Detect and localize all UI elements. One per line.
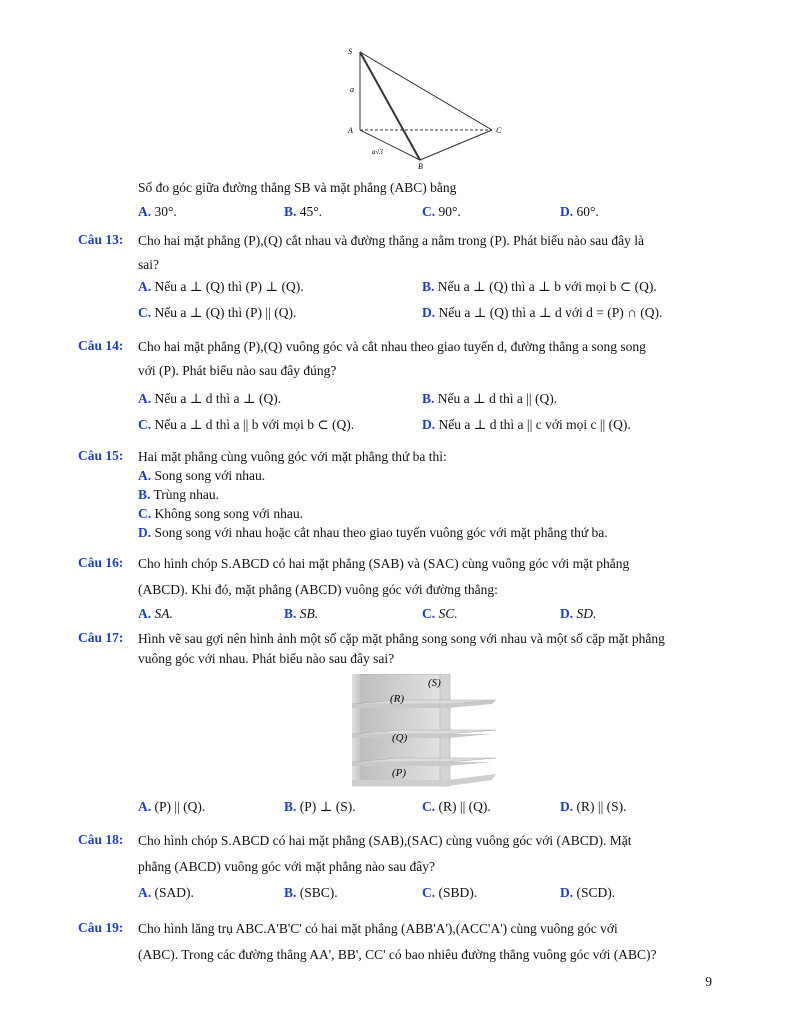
q18-stem-2: phẳng (ABCD) vuông góc với mặt phẳng nào sau đây? bbox=[138, 859, 435, 874]
q16-option-c[interactable]: SC. bbox=[438, 606, 458, 621]
shelf-label-s: (S) bbox=[428, 677, 441, 689]
q17-stem-2: vuông góc với nhau. Phát biểu nào sau đây sai? bbox=[138, 651, 395, 666]
q12-option-c[interactable]: 90°. bbox=[438, 204, 461, 219]
q12-option-b[interactable]: 45°. bbox=[299, 204, 323, 219]
q16-option-b[interactable]: SB. bbox=[299, 606, 319, 621]
shelf-label-r: (R) bbox=[390, 693, 405, 705]
q12-option-d[interactable]: 60°. bbox=[576, 204, 599, 219]
q15-option-b[interactable]: Trùng nhau. bbox=[153, 487, 220, 502]
shelf-label-p: (P) bbox=[392, 767, 407, 779]
q14-option-d[interactable]: Nếu a ⊥ d thì a || c với mọi c || (Q). bbox=[438, 417, 631, 432]
q14-stem-2: với (P). Phát biểu nào sau đây đúng? bbox=[138, 363, 337, 378]
pyr-S: S bbox=[348, 47, 352, 56]
q18-option-a[interactable]: (SAD). bbox=[154, 885, 194, 900]
q12-stem: Số đo góc giữa đường thẳng SB và mặt phẳng (ABC) bằng bbox=[138, 180, 457, 195]
q16-number: Câu 16: bbox=[78, 555, 124, 570]
q19-stem-2: (ABC). Trong các đường thẳng AA', BB', CC' có bao nhiêu đường thẳng vuông góc với (ABC)? bbox=[138, 947, 657, 962]
pyr-asqrt: a√3 bbox=[372, 148, 383, 156]
q14-option-b[interactable]: Nếu a ⊥ d thì a || (Q). bbox=[437, 391, 558, 406]
q17-number: Câu 17: bbox=[78, 630, 124, 645]
q13-option-c[interactable]: Nếu a ⊥ (Q) thì (P) || (Q). bbox=[154, 305, 297, 320]
pyr-a: a bbox=[350, 85, 354, 94]
pyramid-figure bbox=[340, 42, 510, 172]
q19-stem-1: Cho hình lăng trụ ABC.A'B'C' có hai mặt phẳng (ABB'A'),(ACC'A') cùng vuông góc với bbox=[138, 921, 618, 936]
pyr-A: A bbox=[348, 126, 353, 135]
pyr-C: C bbox=[496, 126, 502, 135]
q13-stem-2: sai? bbox=[138, 257, 159, 272]
q14-stem-1: Cho hai mặt phẳng (P),(Q) vuông góc và cắt nhau theo giao tuyến d, đường thẳng a song song bbox=[138, 339, 646, 354]
q13-number: Câu 13: bbox=[78, 232, 124, 247]
q17-option-c[interactable]: (R) || (Q). bbox=[438, 799, 491, 814]
q15-option-c[interactable]: Không song song với nhau. bbox=[154, 506, 304, 521]
q13-option-b[interactable]: Nếu a ⊥ (Q) thì a ⊥ b với mọi b ⊂ (Q). bbox=[437, 279, 657, 294]
pyr-B: B bbox=[418, 162, 423, 171]
page-number: 9 bbox=[705, 974, 712, 989]
q18-stem-1: Cho hình chóp S.ABCD có hai mặt phẳng (SAB),(SAC) cùng vuông góc với (ABCD). Mặt bbox=[138, 833, 632, 848]
q15-option-a[interactable]: Song song với nhau. bbox=[154, 468, 266, 483]
q15-number: Câu 15: bbox=[78, 448, 124, 463]
q12-option-a[interactable]: 30°. bbox=[154, 204, 177, 219]
q18-option-d[interactable]: (SCD). bbox=[576, 885, 616, 900]
shelf-figure bbox=[352, 674, 496, 788]
q14-option-c[interactable]: Nếu a ⊥ d thì a || b với mọi b ⊂ (Q). bbox=[154, 417, 355, 432]
q16-option-a[interactable]: SA. bbox=[154, 606, 173, 621]
q19-number: Câu 19: bbox=[78, 920, 124, 935]
q13-option-a[interactable]: Nếu a ⊥ (Q) thì (P) ⊥ (Q). bbox=[154, 279, 304, 294]
q15-option-d[interactable]: Song song với nhau hoặc cắt nhau theo giao tuyến vuông góc với mặt phẳng thứ ba. bbox=[154, 525, 608, 540]
q17-stem-1: Hình vẽ sau gợi nên hình ảnh một số cặp mặt phẳng song song với nhau và một số cặp mặt phẳng bbox=[138, 631, 665, 646]
q17-option-d[interactable]: (R) || (S). bbox=[576, 799, 627, 814]
q18-number: Câu 18: bbox=[78, 832, 124, 847]
q14-option-a[interactable]: Nếu a ⊥ d thì a ⊥ (Q). bbox=[154, 391, 282, 406]
q16-stem-2: (ABCD). Khi đó, mặt phẳng (ABCD) vuông góc với đường thẳng: bbox=[138, 582, 498, 597]
q17-option-b[interactable]: (P) ⊥ (S). bbox=[299, 799, 356, 814]
q16-option-d[interactable]: SD. bbox=[576, 606, 597, 621]
q17-option-a[interactable]: (P) || (Q). bbox=[154, 799, 206, 814]
q15-stem: Hai mặt phẳng cùng vuông góc với mặt phẳng thứ ba thì: bbox=[138, 449, 447, 464]
q13-stem-1: Cho hai mặt phẳng (P),(Q) cắt nhau và đường thẳng a nằm trong (P). Phát biểu nào sau đây là bbox=[138, 233, 644, 248]
q18-option-c[interactable]: (SBD). bbox=[438, 885, 478, 900]
q16-stem-1: Cho hình chóp S.ABCD có hai mặt phẳng (SAB) và (SAC) cùng vuông góc với mặt phẳng bbox=[138, 556, 630, 571]
q18-option-b[interactable]: (SBC). bbox=[299, 885, 338, 900]
shelf-label-q: (Q) bbox=[392, 732, 408, 744]
q14-number: Câu 14: bbox=[78, 338, 124, 353]
q13-option-d[interactable]: Nếu a ⊥ (Q) thì a ⊥ d với d = (P) ∩ (Q). bbox=[438, 305, 663, 320]
